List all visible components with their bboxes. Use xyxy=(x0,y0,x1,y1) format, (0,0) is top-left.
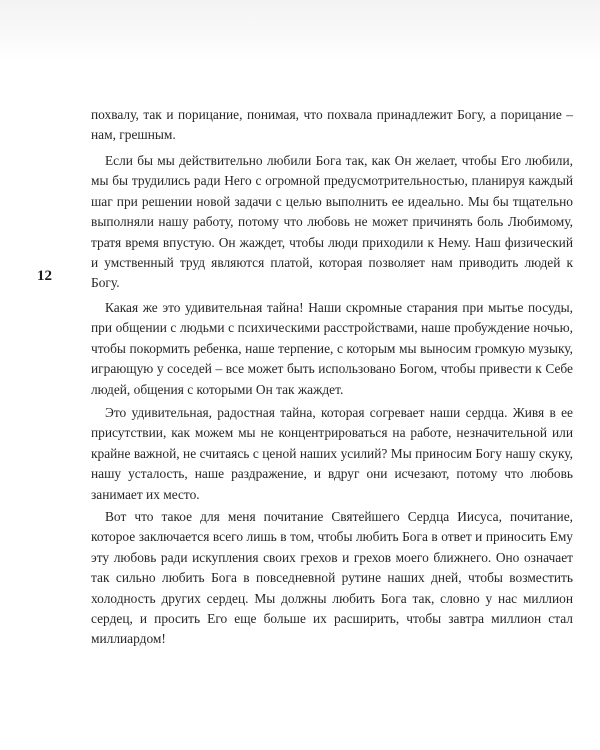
paragraph-1: похвалу, так и порицание, понимая, что похвала принадлежит Богу, а порицание – нам, грешным. xyxy=(91,107,573,143)
paragraph-4: Это удивительная, радостная тайна, которая согревает наши сердца. Живя в ее присутствии, как можем мы не концентрироваться на работе, незначительной или крайне важной, не считаясь с ценой наших усилий? Мы приносим Богу нашу скуку, нашу усталость, наше раздражение, и вдруг они исчезают, потому что любовь занимает их место. xyxy=(91,405,573,502)
paragraph-5: Вот что такое для меня почитание Святейшего Сердца Иисуса, почитание, которое заключается всего лишь в том, чтобы любить Бога в ответ и приносить Ему эту любовь ради искупления своих грехов и грехов моего ближнего. Оно означает так сильно любить Бога в повседневной рутине наших дней, чтобы возместить холодность других сердец. Мы должны любить Бога так, словно у нас миллион сердец, и просить Его еще больше их расширить, чтобы завтра миллион стал миллиардом! xyxy=(91,509,573,647)
page-top-shadow xyxy=(0,0,600,62)
paragraph-2: Если бы мы действительно любили Бога так, как Он желает, чтобы Его любили, мы бы трудились ради Него с огромной предусмотрительностью, планируя каждый шаг при решении новой задачи с целью выполнить ее идеально. Мы бы тщательно выполняли нашу работу, потому что любовь не может причинять боль Любимому, тратя время впустую. Он жаждет, чтобы люди приходили к Нему. Наш физический и умственный труд являются платой, которая позволяет нам приводить людей к Богу. xyxy=(91,153,573,291)
paragraph-3: Какая же это удивительная тайна! Наши скромные старания при мытье посуды, при общении с людьми с психическими расстройствами, наше пробуждение ночью, чтобы покормить ребенка, наше терпение, с которым мы выносим громкую музыку, играющую у соседей – все может быть использовано Богом, чтобы привести к Себе людей, общения с которыми Он так жаждет. xyxy=(91,300,573,397)
page-number: 12 xyxy=(37,268,52,284)
